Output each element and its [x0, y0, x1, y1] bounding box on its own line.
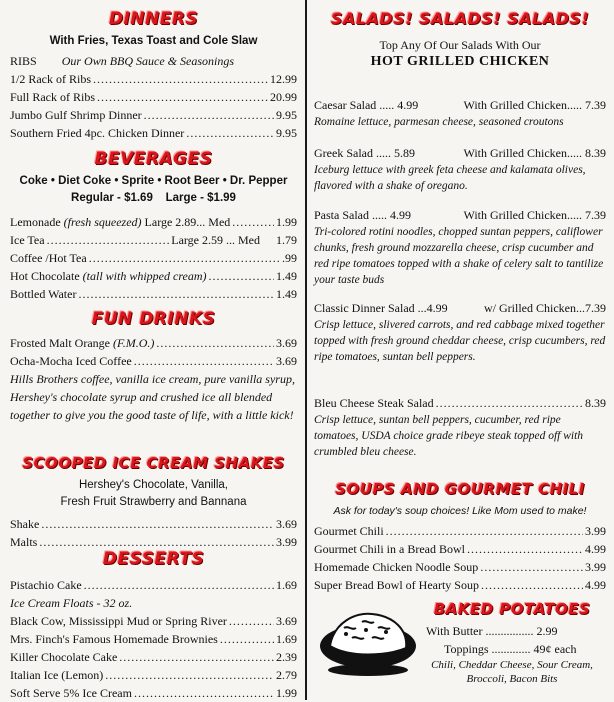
menu-item: Shake ..... 3.69 — [10, 515, 297, 533]
shakes-title: SCOOPED ICE CREAM SHAKES — [22, 454, 285, 472]
menu-item: Coffee /Hot Tea ..... .99 — [10, 249, 297, 267]
menu-item: Soft Serve 5% Ice Cream ..... 1.99 — [10, 684, 297, 702]
menu-item: Ice Tea ..... Large 2.59 ... Med 1.79 — [10, 231, 297, 249]
potatoes-section — [418, 598, 606, 686]
left-column — [10, 0, 297, 700]
right-column — [314, 0, 606, 700]
beverages-section — [10, 148, 297, 303]
ribs-note: Our Own BBQ Sauce & Seasonings — [61, 54, 235, 68]
menu-item: Malts ..... 3.99 — [10, 533, 297, 551]
dinners-subtitle: With Fries, Texas Toast and Cole Slaw — [49, 35, 258, 47]
potato-toppings-list2: Broccoli, Bacon Bits — [466, 673, 558, 685]
menu-item: Hot Chocolate (tall with whipped cream) ..... 1.49 — [10, 267, 297, 285]
salad-item: Greek Salad ..... 5.89 With Grilled Chicken..... 8.39 Iceburg lettuce with greek feta cheese and kalamata olives, flavored with a shake of oregano. — [314, 146, 606, 192]
menu-item: Mrs. Finch's Famous Homemade Brownies ..... 1.69 — [10, 630, 297, 648]
soft-drinks-line: Coke • Diet Coke • Sprite • Root Beer • Dr. Pepper — [19, 175, 288, 187]
salads-top-line: Top Any Of Our Salads With Our — [379, 38, 541, 52]
menu-item: Ocha-Mocha Iced Coffee ..... 3.69 — [10, 352, 297, 370]
potato-butter: With Butter ................ 2.99 — [426, 624, 558, 638]
menu-item: Black Cow, Mississippi Mud or Spring River ..... 3.69 — [10, 612, 297, 630]
menu-item: Homemade Chicken Noodle Soup ..... 3.99 — [314, 558, 606, 576]
potato-toppings-list1: Chili, Cheddar Cheese, Sour Cream, — [431, 659, 593, 671]
salads-top-bold: HOT GRILLED CHICKEN — [370, 54, 550, 69]
menu-item: Jumbo Gulf Shrimp Dinner ..... 9.95 — [10, 106, 297, 124]
soups-note: Ask for today's soup choices! Like Mom used to make! — [333, 505, 587, 517]
column-divider — [305, 0, 307, 700]
menu-item: 1/2 Rack of Ribs ..... 12.99 — [10, 70, 297, 88]
beverages-title: BEVERAGES — [94, 149, 213, 169]
soft-drink-sizes: Regular - $1.69 Large - $1.99 — [71, 192, 236, 204]
ribs-header — [10, 52, 297, 70]
shakes-line1: Hershey's Chocolate, Vanilla, — [78, 479, 228, 491]
salad-item: Caesar Salad ..... 4.99 With Grilled Chicken..... 7.39 Romaine lettuce, parmesan cheese, seasoned croutons — [314, 98, 606, 128]
menu-item: Italian Ice (Lemon) ..... 2.79 — [10, 666, 297, 684]
menu-item: Southern Fried 4pc. Chicken Dinner ..... 9.95 — [10, 124, 297, 142]
menu-item: Bottled Water ..... 1.49 — [10, 285, 297, 303]
shakes-section — [10, 452, 297, 551]
salads-title: SALADS! SALADS! SALADS! — [330, 9, 590, 28]
menu-item: Gourmet Chili in a Bread Bowl ..... 4.99 — [314, 540, 606, 558]
salad-item: Pasta Salad ..... 4.99 With Grilled Chicken..... 7.39 Tri-colored rotini noodles, chopped suntan peppers, califlower chunks, fresh ground mozzarella cheese, crisp cucumber and red ripe tomatoes topped with a shake of celery salt to tantilize your taste buds — [314, 208, 606, 286]
fun-drinks-title: FUN DRINKS — [91, 309, 216, 329]
menu-item: Pistachio Cake ..... 1.69 — [10, 576, 297, 594]
baked-potato-icon — [316, 602, 420, 680]
desserts-title: DESSERTS — [102, 549, 205, 569]
floats-note: Ice Cream Floats - 32 oz. — [10, 596, 133, 610]
salad-item-bleu: Bleu Cheese Steak Salad ..... 8.39 Crisp lettuce, suntan bell peppers, cucumber, red ripe tomatoes, USDA choice grade ribeye steak topped off with crumbled bleu cheese. — [314, 394, 606, 460]
potatoes-title: BAKED POTATOES — [433, 600, 591, 618]
potato-toppings: Toppings ............. 49¢ each — [444, 642, 577, 656]
menu-item: Frosted Malt Orange (F.M.O.) ..... 3.69 — [10, 334, 297, 352]
soups-section — [314, 478, 606, 594]
menu-item: Super Bread Bowl of Hearty Soup ..... 4.99 — [314, 576, 606, 594]
desserts-section — [10, 548, 297, 702]
menu-item: Killer Chocolate Cake ..... 2.39 — [10, 648, 297, 666]
ribs-label: RIBS — [10, 54, 37, 68]
shakes-line2: Fresh Fruit Strawberry and Bannana — [60, 496, 247, 508]
fun-drinks-section — [10, 308, 297, 424]
salad-item: Classic Dinner Salad ...4.99 w/ Grilled Chicken...7.39 Crisp lettuce, slivered carrots, and red cabbage mixed together topped with fresh ground cheddar cheese, crisp cucumbers, red ripe tomatoes, suntan bell peppers. — [314, 301, 606, 363]
dinners-title: DINNERS — [108, 9, 199, 29]
menu-item: Gourmet Chili ..... 3.99 — [314, 522, 606, 540]
menu-item: Full Rack of Ribs ..... 20.99 — [10, 88, 297, 106]
salads-section — [314, 8, 606, 71]
dinners-section — [10, 8, 297, 142]
soups-title: SOUPS AND GOURMET CHILI — [335, 480, 585, 498]
fun-drinks-description: Hills Brothers coffee, vanilla ice cream, pure vanilla syrup, Hershey's chocolate syrup and crushed ice all blended together to give you the good taste of life, with a little kick! — [10, 372, 295, 422]
menu-item: Lemonade (fresh squeezed) Large 2.89... Med ..... 1.99 — [10, 213, 297, 231]
